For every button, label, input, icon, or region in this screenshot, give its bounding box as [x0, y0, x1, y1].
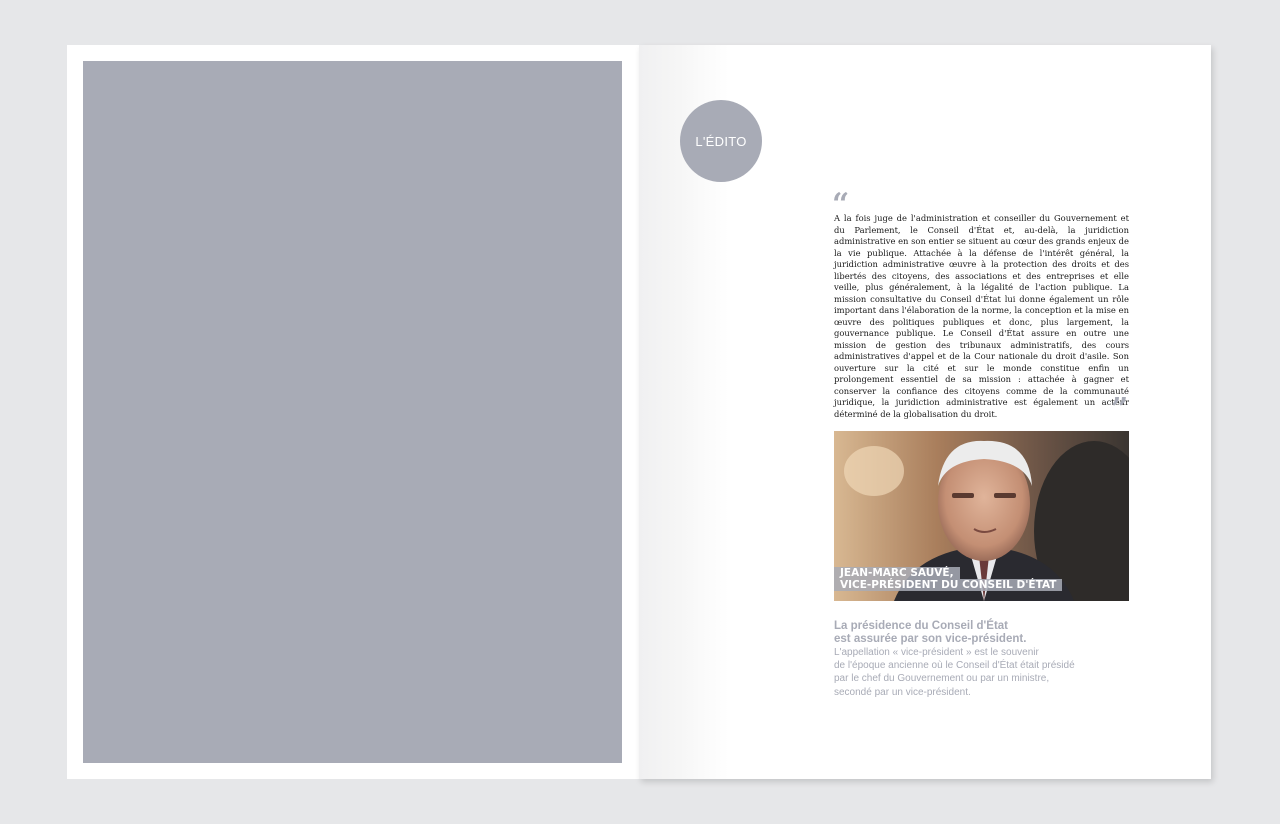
photo-caption	[834, 567, 1062, 591]
left-page	[67, 45, 639, 779]
document-spread	[67, 45, 1211, 779]
right-page	[639, 45, 1211, 779]
note-body-line: par le chef du Gouvernement ou par un ministre,	[834, 673, 1050, 685]
portrait-photo	[834, 431, 1129, 601]
note-body-line: L'appellation « vice-président » est le souvenir	[834, 647, 1039, 658]
close-quote-icon: ”	[1111, 392, 1129, 427]
note-body-line: secondé par un vice-président.	[834, 686, 971, 698]
note-body-line: de l'époque ancienne où le Conseil d'État était présidé	[834, 660, 1075, 672]
image-placeholder	[83, 61, 622, 763]
edito-paragraph: A la fois juge de l'administration et conseiller du Gouvernement et du Parlement, le Conseil d'État et, au-delà, la juridiction administrative en son entier se situent au cœur des grands enjeux de la vie publique. Attachée à la défense de l'intérêt général, la juridiction administrative œuvre à la protection des droits et des libertés des citoyens, des associations et des entreprises et elle veille, plus généralement, à la légalité de l'action publique. La mission consultative du Conseil d'État lui donne également un rôle important dans l'élaboration de la norme, la conception et la mise en œuvre des politiques publiques et donc, plus largement, la gouvernance publique. Le Conseil d'État assure en outre une mission de gestion des tribunaux administratifs, des cours administratives d'appel et de la Cour nationale du droit d'asile. Son ouverture sur la cité et sur le monde constitue enfin un prolongement essentiel de sa mission : attachée à gagner et conserver la confiance des citoyens comme de la communauté juridique, la juridiction administrative est également un acteur déterminé de la globalisation du droit.	[834, 213, 1129, 419]
open-quote-icon: “	[832, 187, 850, 222]
side-note	[834, 620, 1134, 699]
edito-badge: L'ÉDITO	[680, 100, 762, 182]
note-heading-line: est assurée par son vice-président.	[834, 633, 1027, 645]
caption-name: JEAN-MARC SAUVÉ,	[834, 567, 960, 579]
note-heading-line: La présidence du Conseil d'État	[834, 620, 1008, 632]
caption-title: VICE-PRÉSIDENT DU CONSEIL D'ÉTAT	[834, 579, 1062, 591]
